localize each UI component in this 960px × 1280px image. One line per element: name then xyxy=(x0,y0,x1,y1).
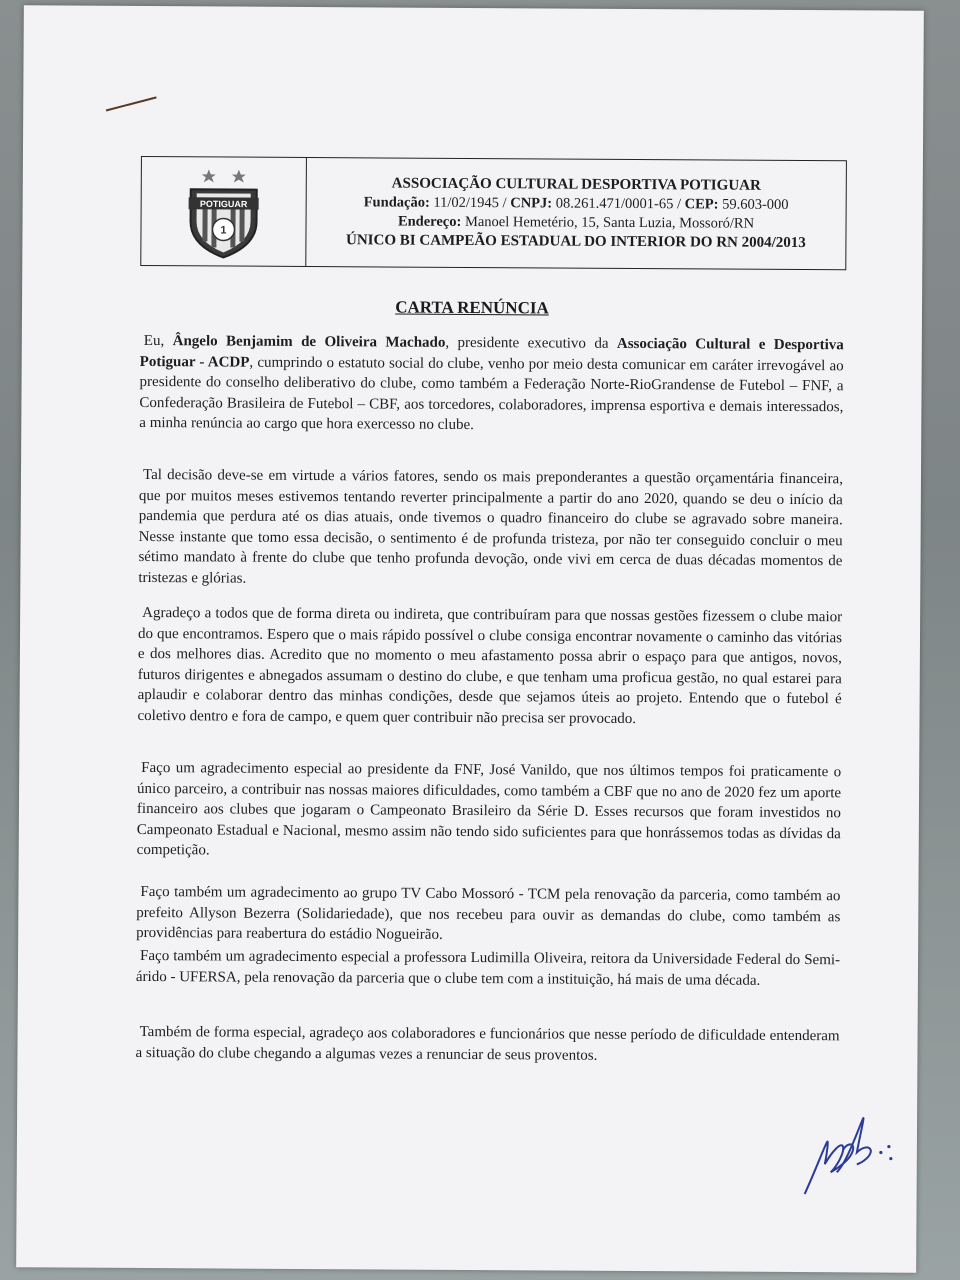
letterhead xyxy=(140,156,847,270)
paragraph-5 xyxy=(136,882,840,948)
cnpj-label: CNPJ: xyxy=(510,195,553,212)
p3-text: Agradeço a todos que de forma direta ou indireta, que contribuíram para que nossas gestões fizessem o clube maior do que encontramos. Espero que o mais rápido possível o clube consiga encontrar novamente o caminho das vitórias e dos melhores dias. Acredito que no momento o meu afastamento possa abrir o espaço para que antigos, novos, futuros dirigentes e abnegados assumam o destino do clube, e que tenham uma proficua gestão, no qual estarei para aplaudir e colaborar dentro das minhas condições, desde que sejamos úteis ao projeto. Entendo que o futebol é coletivo dentro e fora de campo, e quem quer contribuir não precisa ser provocado. xyxy=(137,604,843,727)
paper-sheet xyxy=(16,5,924,1272)
org-address-line xyxy=(398,213,754,234)
p1-org-name: Associação Cultural e Desportiva Potiguar - ACDP xyxy=(139,335,844,371)
cep-value: 59.603-000 xyxy=(718,196,789,213)
club-crest-icon xyxy=(178,163,269,260)
p1-text-b: , presidente executivo da xyxy=(445,334,617,352)
letter-title xyxy=(22,295,922,320)
svg-text:1: 1 xyxy=(220,224,227,237)
p1-signer-name: Ângelo Benjamim de Oliveira Machado xyxy=(172,333,446,351)
paragraph-6 xyxy=(136,946,840,991)
p6-text: Faço também um agradecimento especial a professora Ludimilla Oliveira, reitora da Universidade Federal do Semi-árido - UFERSA, pela renovação da parceria que o clube tem com a instituição, há mais de uma década. xyxy=(135,947,841,989)
paragraph-2 xyxy=(138,465,843,593)
club-crest-cell xyxy=(141,157,307,266)
p4-text: Faço um agradecimento especial ao presidente da FNF, José Vanildo, que nos últimos tempos foi praticamente o único parceiro, a contribuir nas nossas maiores dificuldades, como também a CBF que no ano de 2020 fez um aporte financeiro aos clubes que jogaram o Campeonato Brasileiro da Série D. Esses recursos que foram investidos no Campeonato Estadual e Nacional, mesmo assim não tendo sido suficientes para que honrássemos todas as dívidas da competição. xyxy=(136,759,842,859)
cep-label: CEP: xyxy=(684,196,719,213)
org-title-line: ÚNICO BI CAMPEÃO ESTADUAL DO INTERIOR DO RN 2004/2013 xyxy=(345,232,806,252)
address-label: Endereço: xyxy=(397,213,462,230)
address-value: Manoel Hemetério, 15, Santa Luzia, Mossoró/RN xyxy=(461,213,755,232)
paragraph-7 xyxy=(135,1022,839,1067)
paragraph-1 xyxy=(139,331,844,438)
p2-text: Tal decisão deve-se em virtude a vários fatores, sendo os mais preponderantes a questão orçamentária financeira, que por muitos meses estivemos tentando reverter principalmente a partir do ano 2020, quando se deu o início da pandemia que perdura até os dias atuais, onde tivemos o quadro financeiro do clube se agravado sobre maneira. Nesse instante que tomo essa decisão, o sentimento é de profunda tristeza, por não ter conseguido concluir o meu sétimo mandato à frente do clube que tenho profunda devoção, onde vivi em cerca de duas décadas momentos de tristezas e glórias. xyxy=(138,466,844,587)
org-name: ASSOCIAÇÃO CULTURAL DESPORTIVA POTIGUAR xyxy=(391,175,761,194)
p7-text: Também de forma especial, agradeço aos colaboradores e funcionários que nesse período de dificuldade entenderam a situação do clube chegando a algumas vezes a renunciar de seus proventos. xyxy=(135,1023,840,1064)
signature-icon xyxy=(797,1102,908,1203)
letter-title-text: CARTA RENÚNCIA xyxy=(395,297,549,318)
foundation-label: Fundação: xyxy=(363,194,430,211)
p5-text: Faço também um agradecimento ao grupo TV Cabo Mossoró - TCM pela renovação da parceria, como também ao prefeito Allyson Bezerra (Solidariedade), que nos recebeu para ouvir as demandas do clube, como também as providências para reabertura do estádio Nogueirão. xyxy=(136,883,841,944)
foundation-value: 11/02/1945 / xyxy=(429,194,511,212)
p1-text-a: Eu, xyxy=(143,333,173,350)
p1-text-c: , cumprindo o estatuto social do clube, venho por meio desta comunicar em caráter irrevogável ao presidente do conselho deliberativo do clube, como também a Federação Norte-RioGrandense de Futebol – FNF, a Confederação Brasileira de Futebol – CBF, aos torcedores, colaboradores, imprensa esportiva e demais interessados, a minha renúncia ao cargo que hora exercesso no clube. xyxy=(139,354,844,434)
letterhead-text xyxy=(306,158,846,269)
paragraph-3 xyxy=(137,603,842,731)
cnpj-value: 08.261.471/0001-65 / xyxy=(552,195,685,213)
crest-label: POTIGUAR xyxy=(199,198,248,210)
paragraph-4 xyxy=(137,758,842,865)
org-registration-line xyxy=(364,193,789,215)
pen-mark xyxy=(106,96,157,111)
